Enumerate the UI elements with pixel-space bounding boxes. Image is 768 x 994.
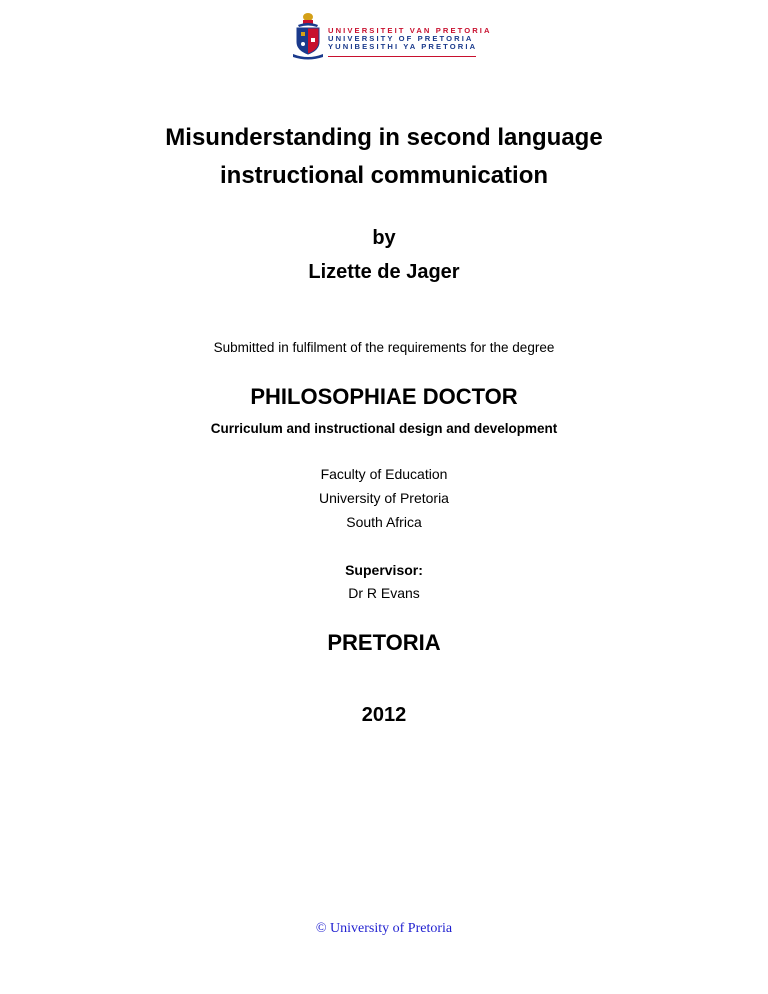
copyright-notice: © University of Pretoria (315, 921, 453, 936)
city-name: PRETORIA (327, 630, 441, 655)
university-name: University of Pretoria (319, 490, 449, 506)
degree-title: PHILOSOPHIAE DOCTOR (250, 384, 518, 409)
degree-field: Curriculum and instructional design and development (210, 421, 558, 436)
year: 2012 (361, 704, 407, 726)
country-name: South Africa (346, 514, 422, 530)
logo-underline (328, 56, 476, 57)
university-logo (290, 12, 492, 62)
supervisor-label: Supervisor: (345, 562, 423, 578)
university-names (328, 26, 492, 52)
faculty-name: Faculty of Education (320, 466, 448, 482)
university-crest-icon (290, 12, 326, 60)
university-name-english: UNIVERSITY OF PRETORIA (328, 34, 474, 44)
author-name: Lizette de Jager (308, 261, 460, 283)
submission-statement: Submitted in fulfilment of the requirements for the degree (213, 340, 555, 355)
by-label: by (372, 227, 396, 249)
supervisor-name: Dr R Evans (348, 585, 420, 601)
university-name-afrikaans: UNIVERSITEIT VAN PRETORIA (328, 26, 492, 35)
thesis-title-line-1: Misunderstanding in second language (165, 124, 603, 151)
university-name-sepedi: YUNIBESITHI YA PRETORIA (328, 42, 478, 52)
thesis-title-line-2: instructional communication (219, 162, 549, 189)
